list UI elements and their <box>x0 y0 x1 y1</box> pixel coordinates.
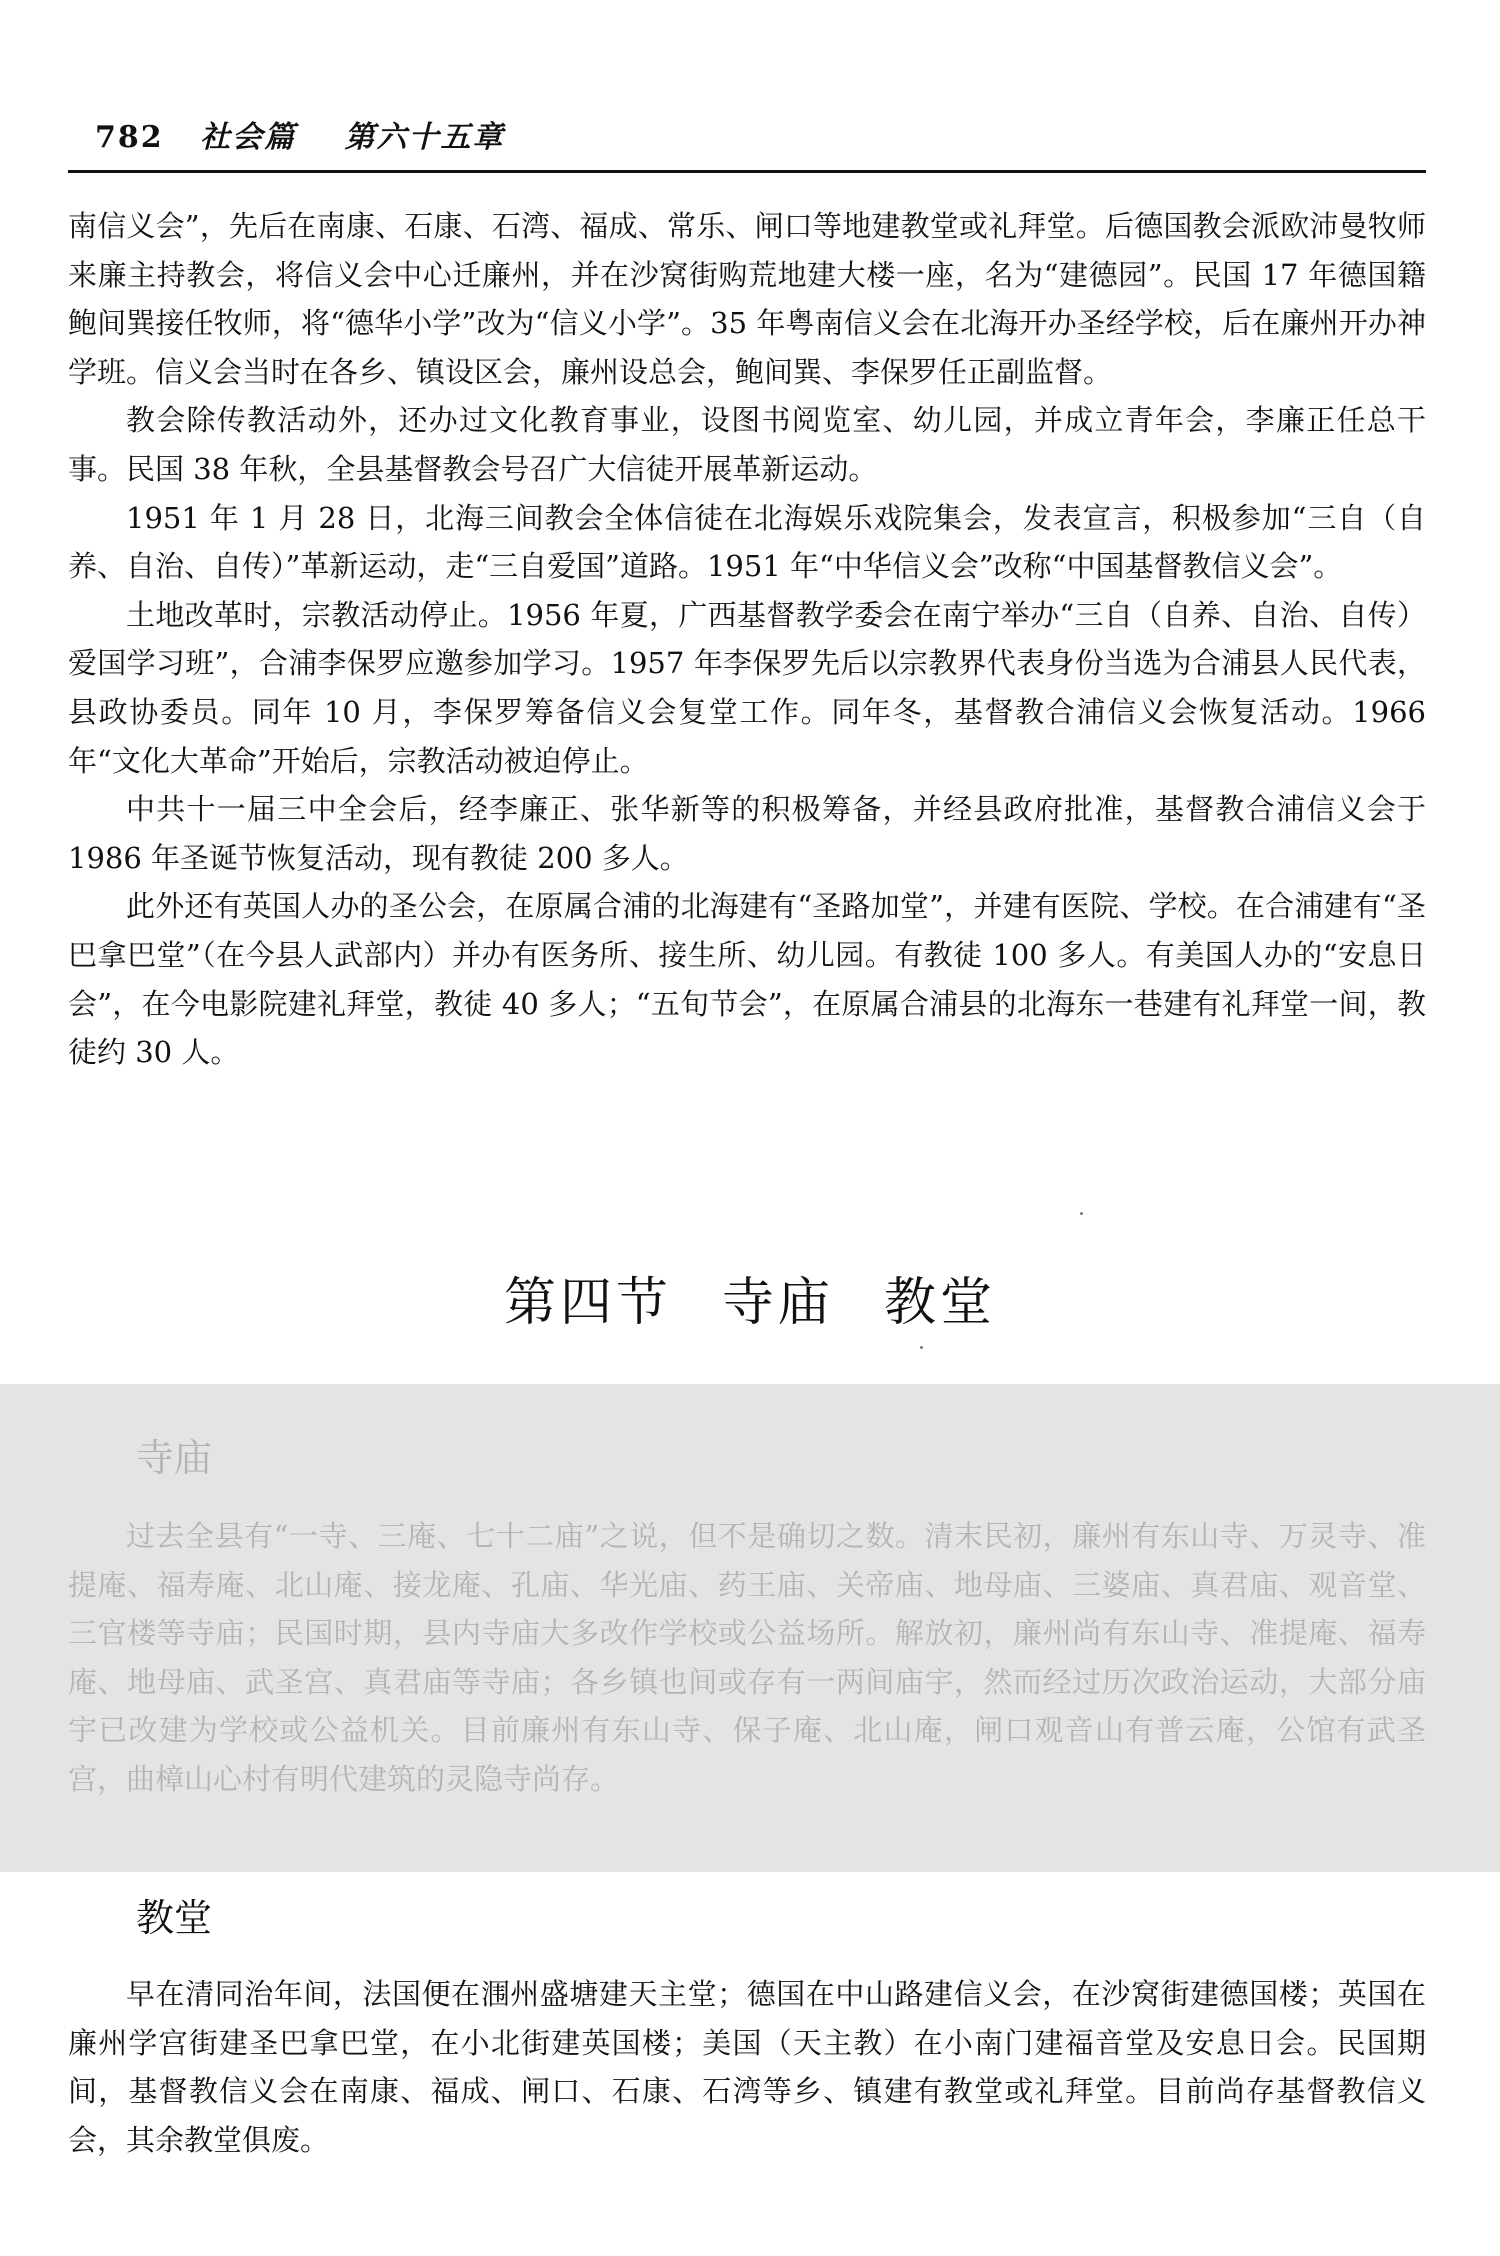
body-text-top <box>68 202 1426 1077</box>
paragraph: 中共十一届三中全会后，经李廉正、张华新等的积极筹备，并经县政府批准，基督教合浦信义会于 1986 年圣诞节恢复活动，现有教徒 200 多人。 <box>68 792 1426 875</box>
paragraph: 土地改革时，宗教活动停止。1956 年夏，广西基督教学委会在南宁举办“三自（自养、自治、自传）爱国学习班”，合浦李保罗应邀参加学习。1957 年李保罗先后以宗教界代表身份当选为合浦县人民代表，县政协委员。同年 10 月，李保罗筹备信义会复堂工作。同年冬，基督教合浦信义会恢复活动。1966 年“文化大革命”开始后，宗教活动被迫停止。 <box>68 597 1426 778</box>
paragraph: 此外还有英国人办的圣公会，在原属合浦的北海建有“圣路加堂”，并建有医院、学校。在合浦建有“圣巴拿巴堂”（在今县人武部内）并办有医务所、接生所、幼儿园。有教徒 100 多人。有美国人办的“安息日会”，在今电影院建礼拜堂，教徒 40 多人；“五旬节会”，在原属合浦县的北海东一巷建有礼拜堂一间，教徒约 30 人。 <box>68 889 1426 1070</box>
temples-text-block <box>68 1512 1426 1804</box>
chapter-title: 第六十五章 <box>344 120 505 155</box>
section-number: 第四节 <box>503 1273 672 1333</box>
paragraph: 教会除传教活动外，还办过文化教育事业，设图书阅览室、幼儿园，并成立青年会，李廉正任总干事。民国 38 年秋，全县基督教会号召广大信徒开展革新运动。 <box>68 403 1426 486</box>
temples-heading: 寺庙 <box>136 1436 213 1480</box>
header-rule <box>68 170 1426 173</box>
page-number: 782 <box>95 120 164 155</box>
scan-speck <box>1080 1212 1083 1215</box>
churches-heading: 教堂 <box>136 1896 213 1940</box>
running-header <box>95 118 505 158</box>
churches-paragraph: 早在清同治年间，法国便在涠州盛塘建天主堂；德国在中山路建信义会，在沙窝街建德国楼；英国在廉州学宫街建圣巴拿巴堂，在小北街建英国楼；美国（天主教）在小南门建福音堂及安息日会。民国期间，基督教信义会在南康、福成、闸口、石康、石湾等乡、镇建有教堂或礼拜堂。目前尚存基督教信义会，其余教堂俱废。 <box>68 1977 1426 2157</box>
temples-paragraph: 过去全县有“一寺、三庵、七十二庙”之说，但不是确切之数。清末民初，廉州有东山寺、万灵寺、准提庵、福寿庵、北山庵、接龙庵、孔庙、华光庙、药王庙、关帝庙、地母庙、三婆庙、真君庙、观音堂、三官楼等寺庙；民国时期，县内寺庙大多改作学校或公益场所。解放初，廉州尚有东山寺、准提庵、福寿庵、地母庙、武圣宫、真君庙等寺庙；各乡镇也间或存有一两间庙宇，然而经过历次政治运动，大部分庙宇已改建为学校或公益机关。目前廉州有东山寺、保子庵、北山庵，闸口观音山有普云庵，公馆有武圣宫，曲樟山心村有明代建筑的灵隐寺尚存。 <box>68 1519 1426 1796</box>
churches-text-block <box>68 1970 1426 2164</box>
book-part-title: 社会篇 <box>200 120 297 155</box>
section-topic-temples: 寺庙 <box>721 1273 834 1333</box>
section-title <box>0 1270 1500 1336</box>
section-topic-churches: 教堂 <box>884 1273 997 1333</box>
scan-speck <box>920 1346 923 1349</box>
paragraph: 南信义会”，先后在南康、石康、石湾、福成、常乐、闸口等地建教堂或礼拜堂。后德国教会派欧沛曼牧师来廉主持教会，将信义会中心迁廉州，并在沙窝街购荒地建大楼一座，名为“建德园”。民国 17 年德国籍鲍间巽接任牧师，将“德华小学”改为“信义小学”。35 年粤南信义会在北海开办圣经学校，后在廉州开办神学班。信义会当时在各乡、镇设区会，廉州设总会，鲍间巽、李保罗任正副监督。 <box>68 209 1426 389</box>
paragraph: 1951 年 1 月 28 日，北海三间教会全体信徒在北海娱乐戏院集会，发表宣言，积极参加“三自（自养、自治、自传）”革新运动，走“三自爱国”道路。1951 年“中华信义会”改称“中国基督教信义会”。 <box>68 500 1426 584</box>
